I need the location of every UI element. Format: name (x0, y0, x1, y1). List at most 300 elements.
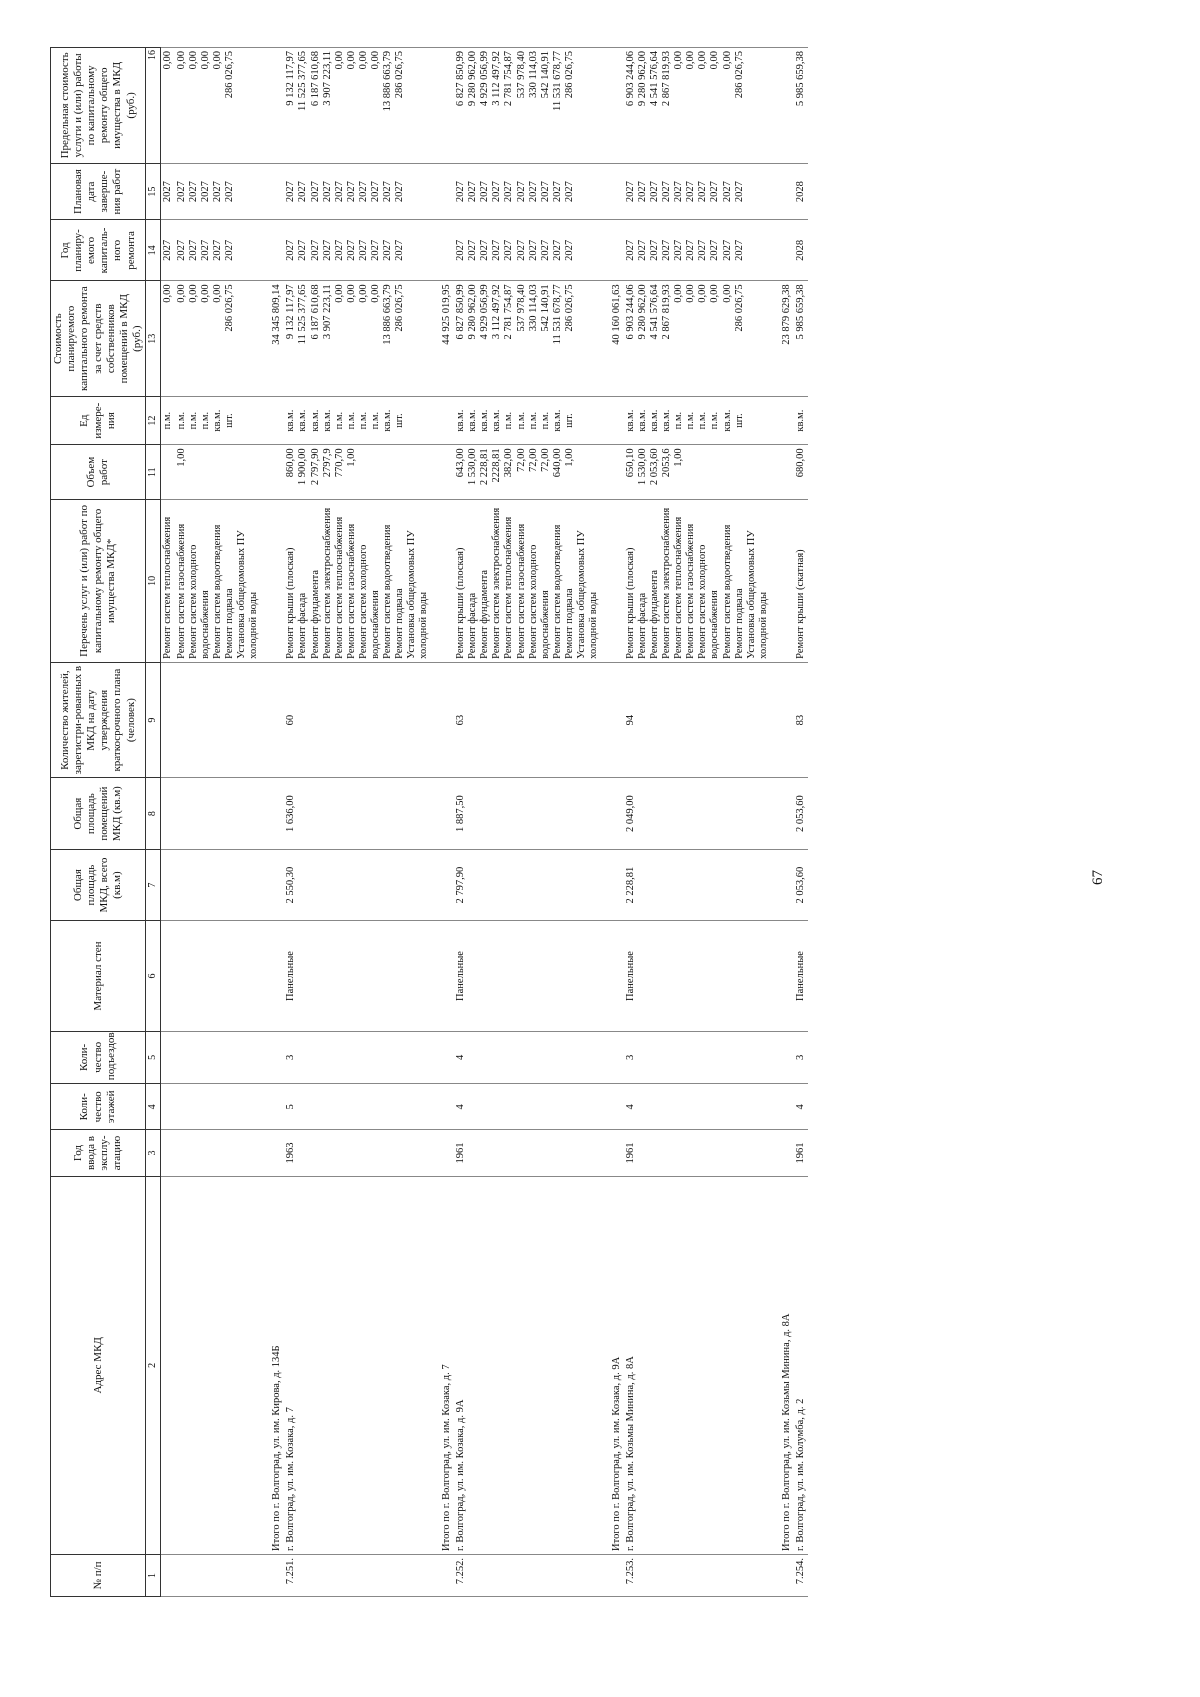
limit-cost: 0,00 (685, 51, 697, 70)
empty-cell (160, 662, 175, 778)
header-cell: Коли-чество этажей (51, 1084, 146, 1130)
column-number-cell: 12 (146, 396, 161, 444)
repair-year: 2027 (357, 239, 369, 261)
work-cost: 13 886 663,79 (381, 284, 393, 345)
repair-year: 2027 (369, 239, 381, 261)
commission-year: 1961 (454, 1130, 601, 1176)
completion-date: 2027 (503, 181, 515, 203)
limit-cost: 11 531 678,77 (551, 51, 563, 111)
completion-date: 2027 (467, 181, 479, 203)
work-unit: кв.м. (625, 409, 636, 432)
building-address: г. Волгоград, ул. им. Колумба, д. 2 (794, 1176, 808, 1554)
column-number-cell: 8 (146, 778, 161, 849)
limit-cost: 4 929 056,99 (479, 51, 491, 107)
empty-cell (160, 1554, 175, 1596)
work-unit: п.м. (357, 411, 369, 430)
empty-cell (431, 778, 454, 849)
row-number: 7.254. (794, 1554, 808, 1596)
work-volume: 1,00 (345, 448, 357, 467)
work-unit: п.м. (160, 396, 175, 444)
repair-year: 2027 (175, 239, 187, 261)
completion-date: 2027 (297, 181, 309, 203)
repair-year: 2027 (187, 239, 199, 261)
work-unit: шт. (563, 413, 575, 428)
empty-cell (160, 1130, 175, 1176)
work-item: Ремонт подвала (563, 588, 575, 659)
limit-cost: 0,00 (187, 51, 199, 70)
empty-cell (431, 163, 454, 220)
work-cost: 0,00 (187, 284, 199, 303)
empty-cell (601, 921, 624, 1031)
limit-cost-column (624, 48, 771, 164)
empty-cell (431, 921, 454, 1031)
completion-date: 2027 (160, 163, 175, 220)
page-number: 67 (1090, 870, 1106, 885)
column-number-cell: 3 (146, 1130, 161, 1176)
work-cost: 3 907 223,11 (321, 284, 333, 340)
work-unit: кв.м. (455, 409, 467, 432)
work-cost: 286 026,75 (563, 284, 575, 332)
limit-cost: 286 026,75 (733, 51, 745, 99)
empty-cell (160, 778, 175, 849)
completion-date: 2027 (309, 181, 321, 203)
work-unit: п.м. (200, 411, 211, 430)
work-item: Ремонт систем водоотведения (212, 524, 224, 659)
limit-cost: 0,00 (175, 51, 187, 70)
column-number-cell: 7 (146, 849, 161, 920)
work-volume: 2053,6 (661, 448, 673, 478)
work-item: Ремонт систем холодного водоснабжения (187, 544, 211, 659)
empty-cell (431, 849, 454, 920)
commission-year: 1961 (794, 1130, 808, 1176)
column-number-cell: 1 (146, 1554, 161, 1596)
work-item: Ремонт систем электроснабжения (661, 507, 673, 659)
work-volume: 643,00 (455, 448, 467, 478)
repair-year: 2027 (661, 239, 673, 261)
work-item: Установка общедомовых ПУ холодной воды (406, 530, 430, 659)
empty-cell (601, 396, 624, 444)
header-cell: Количество жителей, зарегистри-рованных в МКД на дату утверждения краткосрочного плана (человек) (51, 662, 146, 778)
work-item: Ремонт фасада (637, 592, 649, 659)
repair-year: 2027 (551, 239, 563, 261)
completion-date: 2027 (393, 181, 405, 203)
work-item: Установка общедомовых ПУ холодной воды (575, 530, 599, 659)
building-row (284, 48, 431, 1597)
capital-repair-table (50, 47, 808, 1597)
work-volume: 640,00 (551, 448, 563, 478)
residents-count: 60 (284, 662, 431, 778)
work-cost-column (454, 281, 601, 397)
work-item: Ремонт систем холодного водоснабжения (527, 544, 551, 659)
completion-date: 2027 (709, 181, 721, 203)
limit-cost: 0,00 (333, 51, 345, 70)
work-volume: 1,00 (563, 448, 575, 467)
header-row (51, 48, 146, 1597)
total-row (431, 48, 454, 1597)
floors-count: 5 (284, 1084, 431, 1130)
work-item-column (794, 499, 808, 662)
work-volume: 72,00 (515, 448, 527, 472)
work-cost: 2 781 754,87 (503, 284, 515, 340)
empty-cell (601, 499, 624, 662)
wall-material: Панельные (454, 921, 601, 1031)
repair-year: 2027 (467, 239, 479, 261)
work-unit-column (794, 396, 808, 444)
work-volume: 680,00 (794, 448, 806, 478)
limit-cost: 0,00 (709, 51, 721, 70)
limit-cost: 0,00 (369, 51, 381, 70)
work-cost: 0,00 (160, 281, 175, 397)
empty-cell (261, 445, 284, 500)
work-cost: 6 903 244,06 (625, 284, 636, 340)
work-cost: 5 985 659,38 (794, 284, 806, 340)
work-unit: п.м. (685, 411, 697, 430)
work-item: Ремонт крыши (скатная) (794, 549, 806, 659)
limit-cost: 3 112 497,92 (491, 51, 503, 106)
work-item: Установка общедомовых ПУ холодной воды (236, 530, 260, 659)
limit-cost: 5 985 659,38 (794, 51, 806, 107)
empty-cell (160, 849, 175, 920)
limit-cost: 286 026,75 (224, 51, 236, 99)
repair-year: 2027 (685, 239, 697, 261)
limit-cost: 9 132 117,97 (285, 51, 297, 106)
header-cell: Ед измере-ния (51, 396, 146, 444)
work-item: Ремонт систем холодного водоснабжения (357, 544, 381, 659)
work-unit: кв.м. (467, 409, 479, 432)
empty-cell (771, 499, 794, 662)
work-unit: п.м. (333, 411, 345, 430)
work-volume: 382,00 (503, 448, 515, 478)
header-cell: Объем работ (51, 445, 146, 500)
work-item: Ремонт систем водоотведения (551, 524, 563, 659)
empty-cell (261, 849, 284, 920)
entrances-count: 3 (284, 1031, 431, 1084)
limit-cost: 0,00 (160, 48, 175, 164)
work-cost-column (175, 281, 261, 397)
work-unit: п.м. (175, 411, 187, 430)
repair-year-column (175, 220, 261, 281)
work-cost: 0,00 (175, 284, 187, 303)
empty-cell (771, 1554, 794, 1596)
work-cost: 0,00 (709, 284, 721, 303)
empty-cell (261, 1031, 284, 1084)
completion-date: 2027 (212, 181, 224, 203)
work-volume-column (624, 445, 771, 500)
empty-cell (601, 1031, 624, 1084)
repair-year: 2027 (381, 239, 393, 261)
limit-cost: 9 280 962,00 (637, 51, 649, 107)
completion-date: 2027 (637, 181, 649, 203)
completion-date: 2027 (625, 181, 636, 203)
repair-year: 2027 (345, 239, 357, 261)
total-row (261, 48, 284, 1597)
empty-cell (601, 445, 624, 500)
completion-date: 2027 (333, 181, 345, 203)
column-number-cell: 11 (146, 445, 161, 500)
work-volume: 1 530,00 (637, 448, 649, 486)
repair-year: 2028 (794, 239, 806, 261)
completion-date: 2027 (479, 181, 491, 203)
column-number-cell: 5 (146, 1031, 161, 1084)
empty-cell (771, 849, 794, 920)
completion-date: 2027 (721, 181, 733, 203)
header-cell: Общая площадь МКД, всего (кв.м) (51, 849, 146, 920)
work-item: Ремонт систем водоотведения (381, 524, 393, 659)
empty-cell (160, 1176, 175, 1554)
limit-cost-column (454, 48, 601, 164)
work-cost: 286 026,75 (224, 284, 236, 332)
work-cost: 286 026,75 (733, 284, 745, 332)
work-cost: 0,00 (333, 284, 345, 303)
completion-date: 2027 (491, 181, 503, 203)
work-unit: кв.м. (285, 409, 297, 432)
work-item: Ремонт систем газоснабжения (345, 523, 357, 659)
limit-cost: 2 781 754,87 (503, 51, 515, 107)
empty-cell (175, 778, 261, 849)
column-number-cell: 10 (146, 499, 161, 662)
total-cost: 40 160 061,63 (601, 281, 624, 397)
empty-cell (261, 396, 284, 444)
limit-cost: 4 541 576,64 (649, 51, 661, 107)
floors-count: 4 (624, 1084, 771, 1130)
empty-cell (175, 849, 261, 920)
work-item: Ремонт подвала (224, 588, 236, 659)
empty-cell (261, 1554, 284, 1596)
repair-year: 2027 (515, 239, 527, 261)
empty-cell (261, 220, 284, 281)
header-cell: Предельная стоимость услуги и (или) работы по капитальному ремонту общего имущества в МКД (руб.) (51, 48, 146, 164)
limit-cost: 0,00 (345, 51, 357, 70)
limit-cost: 9 280 962,00 (467, 51, 479, 107)
repair-year: 2027 (697, 239, 709, 261)
empty-cell (261, 662, 284, 778)
empty-cell (261, 48, 284, 164)
completion-date: 2027 (515, 181, 527, 203)
repair-year: 2027 (297, 239, 309, 261)
work-unit: п.м. (697, 411, 709, 430)
work-unit: п.м. (345, 411, 357, 430)
header-cell: Год ввода в эксплу-атацию (51, 1130, 146, 1176)
total-area: 2 797,90 (454, 849, 601, 920)
empty-cell (771, 921, 794, 1031)
empty-cell (601, 662, 624, 778)
repair-year: 2027 (539, 239, 551, 261)
empty-cell (771, 48, 794, 164)
repair-year: 2027 (393, 239, 405, 261)
work-cost: 542 140,91 (539, 284, 551, 332)
empty-cell (175, 1554, 261, 1596)
column-number-cell: 2 (146, 1176, 161, 1554)
empty-cell (431, 1084, 454, 1130)
wall-material: Панельные (794, 921, 808, 1031)
work-volume-column (794, 445, 808, 500)
completion-date-column (794, 163, 808, 220)
completion-date-column (284, 163, 431, 220)
completion-date: 2027 (455, 181, 467, 203)
total-label: Итого по г. Волгоград, ул. им. Кирова, д. 134Б (261, 1176, 284, 1554)
table-body (160, 48, 808, 1597)
work-unit: п.м. (503, 411, 515, 430)
repair-year: 2027 (212, 239, 224, 261)
entrances-count: 4 (454, 1031, 601, 1084)
work-cost: 9 280 962,00 (467, 284, 479, 340)
building-row (794, 48, 808, 1597)
empty-cell (261, 921, 284, 1031)
work-unit: п.м. (187, 411, 199, 430)
work-unit-column (454, 396, 601, 444)
work-item-column (454, 499, 601, 662)
column-number-cell: 6 (146, 921, 161, 1031)
completion-date: 2027 (321, 181, 333, 203)
limit-cost: 0,00 (200, 51, 211, 70)
work-item: Ремонт систем холодного водоснабжения (697, 544, 721, 659)
work-volume: 860,00 (285, 448, 297, 478)
column-number-cell: 13 (146, 281, 161, 397)
work-unit: кв.м. (381, 409, 393, 432)
work-cost: 0,00 (685, 284, 697, 303)
empty-cell (601, 778, 624, 849)
work-item: Установка общедомовых ПУ холодной воды (745, 530, 769, 659)
work-volume: 1,00 (673, 448, 685, 467)
work-cost: 537 978,40 (515, 284, 527, 332)
repair-year-column (624, 220, 771, 281)
work-unit: кв.м. (321, 409, 333, 432)
rooms-area: 2 053,60 (794, 778, 808, 849)
completion-date: 2027 (187, 181, 199, 203)
work-item: Ремонт систем теплоснабжения (333, 516, 345, 659)
work-item: Ремонт фундамента (309, 570, 321, 659)
column-number-cell: 16 (146, 48, 161, 164)
completion-date: 2027 (175, 181, 187, 203)
completion-date: 2027 (345, 181, 357, 203)
work-cost-column (794, 281, 808, 397)
work-unit: п.м. (515, 411, 527, 430)
empty-cell (771, 1031, 794, 1084)
rooms-area: 2 049,00 (624, 778, 771, 849)
commission-year: 1961 (624, 1130, 771, 1176)
completion-date: 2027 (685, 181, 697, 203)
completion-date: 2027 (649, 181, 661, 203)
work-volume-column (284, 445, 431, 500)
work-cost: 0,00 (357, 284, 369, 303)
limit-cost: 537 978,40 (515, 51, 527, 99)
completion-date: 2027 (733, 181, 745, 203)
completion-date: 2028 (794, 181, 806, 203)
work-volume: 1 530,00 (467, 448, 479, 486)
work-unit: п.м. (539, 411, 551, 430)
header-cell: Год планиру-емого капиталь-ного ремонта (51, 220, 146, 281)
header-cell: Перечень услуг и (или) работ по капитальному ремонту общего имущества МКД* (51, 499, 146, 662)
work-unit: п.м. (709, 411, 721, 430)
work-cost: 0,00 (673, 284, 685, 303)
work-unit: шт. (733, 413, 745, 428)
limit-cost: 286 026,75 (563, 51, 575, 99)
completion-date: 2027 (200, 181, 211, 203)
repair-year: 2027 (309, 239, 321, 261)
work-volume: 1,00 (175, 448, 187, 467)
first-row (160, 48, 175, 1597)
residents-count: 63 (454, 662, 601, 778)
work-item: Ремонт систем электроснабжения (321, 507, 333, 659)
repair-year: 2027 (673, 239, 685, 261)
rooms-area: 1 887,50 (454, 778, 601, 849)
limit-cost: 6 827 850,99 (455, 51, 467, 107)
empty-cell (601, 48, 624, 164)
empty-cell (261, 499, 284, 662)
work-cost: 0,00 (212, 284, 224, 303)
empty-cell (160, 921, 175, 1031)
completion-date-column (175, 163, 261, 220)
empty-cell (431, 220, 454, 281)
repair-year: 2027 (455, 239, 467, 261)
header-cell: Адрес МКД (51, 1176, 146, 1554)
work-unit-column (624, 396, 771, 444)
work-volume: 1 900,00 (297, 448, 309, 486)
empty-cell (601, 849, 624, 920)
work-item: Ремонт фасада (297, 592, 309, 659)
limit-cost-column (175, 48, 261, 164)
row-number: 7.251. (284, 1554, 431, 1596)
work-volume: 2 053,60 (649, 448, 661, 486)
limit-cost: 0,00 (212, 51, 224, 70)
limit-cost: 0,00 (721, 51, 733, 70)
work-cost: 11 525 377,65 (297, 284, 309, 345)
empty-cell (175, 662, 261, 778)
total-label: Итого по г. Волгоград, ул. им. Козьмы Минина, д. 8А (771, 1176, 794, 1554)
work-volume-column (175, 445, 261, 500)
empty-cell (771, 1084, 794, 1130)
commission-year: 1963 (284, 1130, 431, 1176)
empty-cell (261, 163, 284, 220)
empty-cell (175, 1130, 261, 1176)
work-unit: шт. (393, 413, 405, 428)
repair-year: 2027 (527, 239, 539, 261)
work-unit: кв.м. (637, 409, 649, 432)
header-cell: Плановая дата заверше-ния работ (51, 163, 146, 220)
work-cost: 0,00 (345, 284, 357, 303)
total-row (771, 48, 794, 1597)
wall-material: Панельные (624, 921, 771, 1031)
empty-cell (431, 396, 454, 444)
work-cost: 6 187 610,68 (309, 284, 321, 340)
work-item: Ремонт систем теплоснабжения (503, 516, 515, 659)
building-row (454, 48, 601, 1597)
work-cost: 330 114,03 (527, 284, 539, 332)
work-volume: 2 797,90 (309, 448, 321, 486)
floors-count: 4 (454, 1084, 601, 1130)
empty-cell (175, 921, 261, 1031)
total-cost: 23 879 629,38 (771, 281, 794, 397)
empty-cell (771, 778, 794, 849)
empty-cell (160, 1031, 175, 1084)
limit-cost: 2 867 819,93 (661, 51, 673, 107)
work-item: Ремонт крыши (плоская) (625, 547, 636, 659)
header-cell: Стоимость планируемого капитального ремонта за счет средств собственников помещений в МКД (руб.) (51, 281, 146, 397)
empty-cell (160, 1084, 175, 1130)
work-item: Ремонт систем электроснабжения (491, 507, 503, 659)
work-cost-column (284, 281, 431, 397)
building-address: г. Волгоград, ул. им. Козака, д. 7 (284, 1176, 431, 1554)
empty-cell (771, 1130, 794, 1176)
empty-cell (175, 1176, 261, 1554)
wall-material: Панельные (284, 921, 431, 1031)
completion-date: 2027 (357, 181, 369, 203)
empty-cell (261, 778, 284, 849)
work-cost: 9 280 962,00 (637, 284, 649, 340)
completion-date: 2027 (224, 181, 236, 203)
work-item-column (284, 499, 431, 662)
empty-cell (601, 1084, 624, 1130)
